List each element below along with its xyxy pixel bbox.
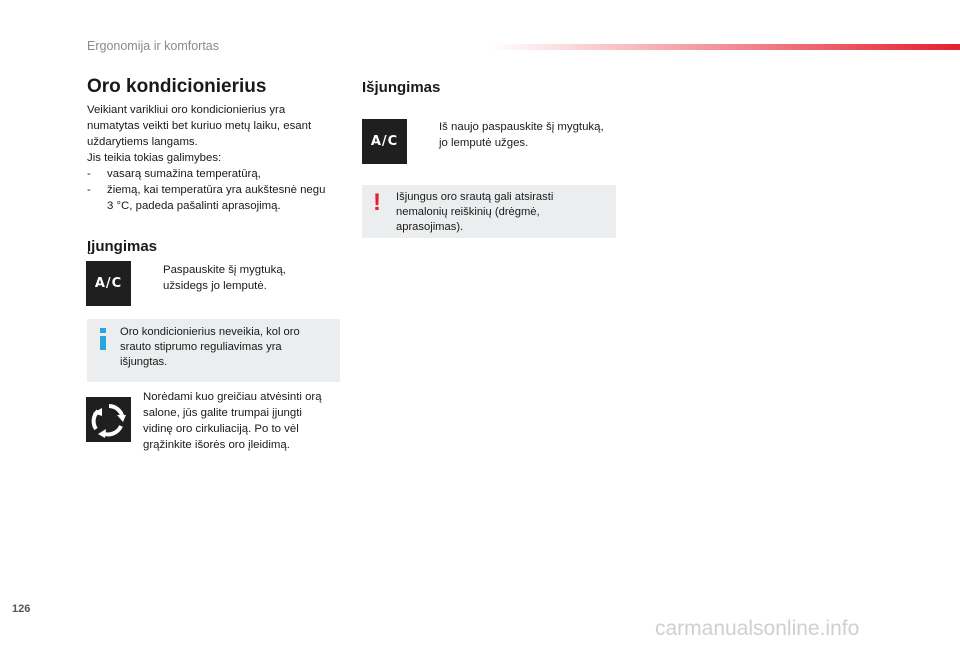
recirc-line: salone, jūs galite trumpai įjungti (143, 407, 302, 419)
note-line: išjungtas. (120, 356, 168, 368)
on-step (143, 262, 343, 294)
section-heading-off: Išjungimas (362, 79, 441, 96)
bullet-line: žiemą, kai temperatūra yra aukštesnė negu (107, 184, 326, 196)
bullet-item (87, 166, 347, 182)
recirc-line: Norėdami kuo greičiau atvėsinti orą (143, 391, 322, 403)
note-line: Oro kondicionierius neveikia, kol oro (120, 326, 300, 338)
note-line: srauto stiprumo reguliavimas yra (120, 341, 282, 353)
warning-note-text (396, 190, 611, 235)
info-note-text (120, 325, 335, 370)
header-accent-bar (490, 44, 960, 50)
bullet-dash: - (87, 184, 91, 196)
bullet-line: 3 °C, padeda pašalinti aprasojimą. (107, 200, 281, 212)
off-step (419, 119, 619, 151)
intro-line: numatytas veikti bet kuriuo metų laiku, esant (87, 120, 312, 132)
header-section-title: Ergonomija ir komfortas (87, 39, 219, 53)
warning-icon: ! (373, 189, 381, 216)
bullet-dash: - (87, 168, 91, 180)
page-title: Oro kondicionierius (87, 76, 267, 97)
warning-note (362, 185, 616, 238)
step-line: užsidegs jo lemputė. (163, 280, 267, 292)
intro-line: Veikiant varikliui oro kondicionierius yra (87, 104, 286, 116)
info-icon (100, 328, 106, 350)
step-line: Paspauskite šį mygtuką, (163, 264, 286, 276)
ac-button-on: A/C (86, 261, 131, 306)
step-line: Iš naujo paspauskite šį mygtuką, (439, 121, 604, 133)
intro-line: Jis teikia tokias galimybes: (87, 152, 222, 164)
ac-button-off: A/C (362, 119, 407, 164)
bullet-line: vasarą sumažina temperatūrą, (107, 168, 261, 180)
bullet-item (87, 182, 347, 214)
note-line: aprasojimas). (396, 221, 464, 233)
info-note (87, 319, 340, 382)
intro-line: uždarytiems langams. (87, 136, 198, 148)
note-line: nemalonių reiškinių (drėgmė, (396, 206, 540, 218)
recirc-line: grąžinkite išorės oro įleidimą. (143, 439, 290, 451)
recirc-line: vidinę oro cirkuliaciją. Po to vėl (143, 423, 299, 435)
recirculation-text (143, 389, 343, 453)
step-line: jo lemputė užges. (439, 137, 529, 149)
note-line: Išjungus oro srautą gali atsirasti (396, 191, 554, 203)
section-heading-on: Įjungimas (87, 238, 158, 255)
recirculation-button (86, 397, 131, 442)
recirculation-icon (90, 401, 128, 439)
page-number: 126 (12, 603, 31, 615)
intro-text (87, 102, 347, 214)
watermark: carmanualsonline.info (655, 617, 860, 640)
